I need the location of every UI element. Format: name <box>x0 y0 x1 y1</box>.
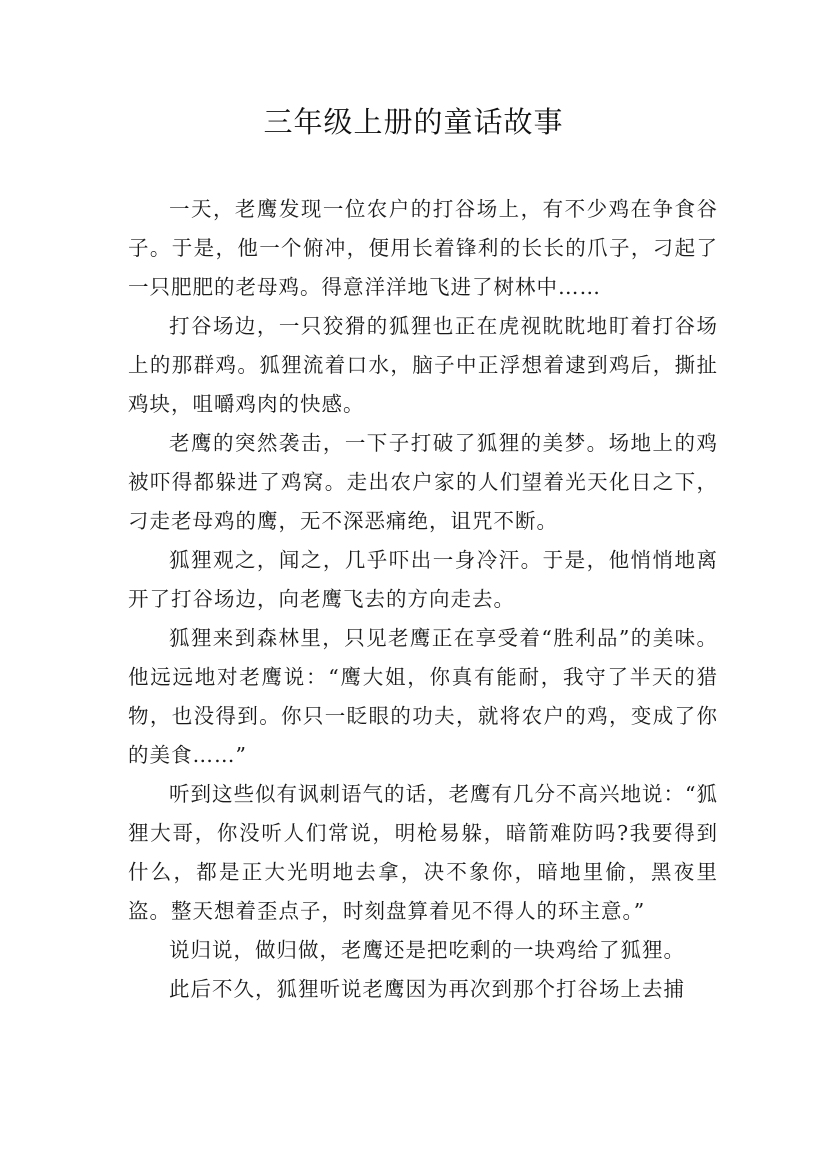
paragraph: 说归说，做归做，老鹰还是把吃剩的一块鸡给了狐狸。 <box>169 938 685 962</box>
paragraph: 狐狸来到森林里，只见老鹰正在享受着“胜利品”的美味。他远远地对老鹰说：“鹰大姐，你真有能耐，我守了半天的猎物，也没得到。你只一眨眼的功夫，就将农户的鸡，变成了你的美食……” <box>128 626 718 767</box>
story-body <box>128 190 718 1009</box>
paragraph: 听到这些似有讽刺语气的话，老鹰有几分不高兴地说：“狐狸大哥，你没听人们常说，明枪易躲，暗箭难防吗?我要得到什么，都是正大光明地去拿，决不象你，暗地里偷，黑夜里盗。整天想着歪点子，时刻盘算着见不得人的环主意。” <box>128 782 718 923</box>
paragraph: 狐狸观之，闻之，几乎吓出一身冷汗。于是，他悄悄地离开了打谷场边，向老鹰飞去的方向走去。 <box>128 548 718 611</box>
paragraph: 打谷场边，一只狡猾的狐狸也正在虎视眈眈地盯着打谷场上的那群鸡。狐狸流着口水，脑子中正浮想着逮到鸡后，撕扯鸡块，咀嚼鸡肉的快感。 <box>128 314 718 416</box>
paragraph: 一天，老鹰发现一位农户的打谷场上，有不少鸡在争食谷子。于是，他一个俯冲，便用长着锋利的长长的爪子，刁起了一只肥肥的老母鸡。得意洋洋地飞进了树林中…… <box>128 197 718 299</box>
paragraph: 老鹰的突然袭击，一下子打破了狐狸的美梦。场地上的鸡被吓得都躲进了鸡窝。走出农户家的人们望着光天化日之下，刁走老母鸡的鹰，无不深恶痛绝，诅咒不断。 <box>128 431 718 533</box>
paragraph: 此后不久，狐狸听说老鹰因为再次到那个打谷场上去捕 <box>169 977 685 1001</box>
document-title: 三年级上册的童话故事 <box>263 105 564 139</box>
